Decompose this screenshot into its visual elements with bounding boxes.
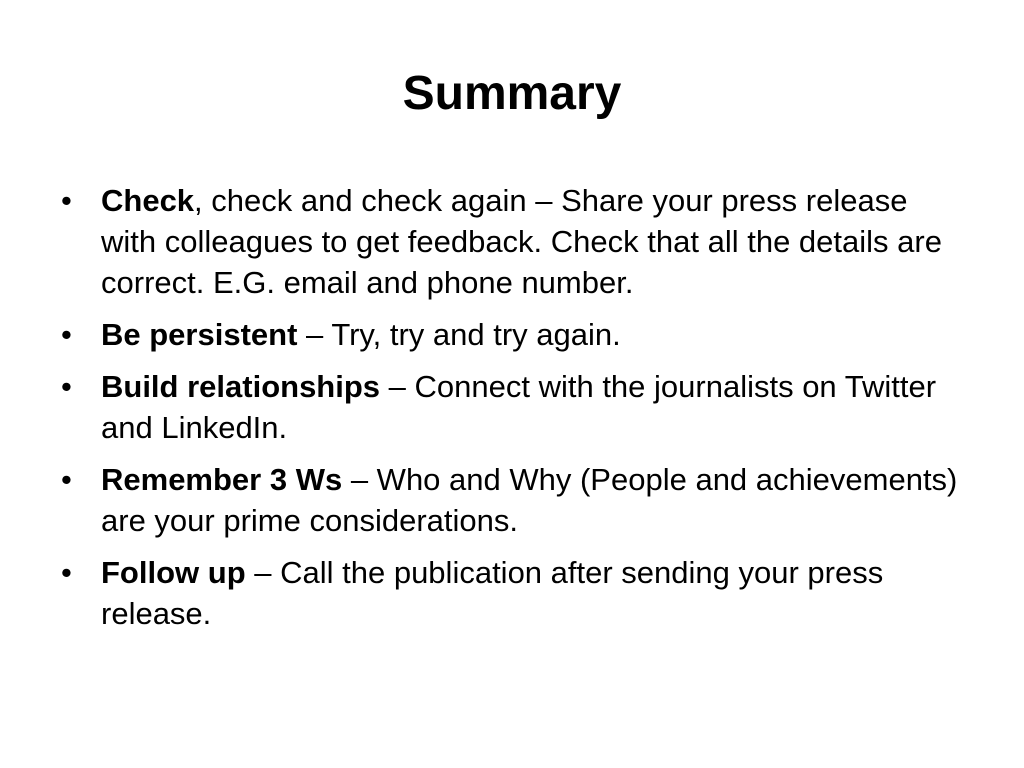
- bullet-dot-icon: •: [61, 317, 72, 352]
- bullet-list: [61, 180, 971, 645]
- bullet-dot-icon: •: [61, 183, 72, 218]
- bullet-body-text: – Connect with the journalists on Twitter and LinkedIn.: [101, 369, 937, 445]
- bullet-body-text: – Call the publication after sending your press release.: [101, 555, 884, 631]
- bullet-lead-text: Build relationships: [101, 369, 381, 404]
- bullet-dot-icon: •: [61, 462, 72, 497]
- bullet-item-remember-3-ws: [61, 459, 971, 541]
- bullet-lead-text: Be persistent: [101, 317, 298, 352]
- bullet-body-text: , check and check again – Share your press release with colleagues to get feedback. Check that all the details are correct. E.G. email and phone number.: [101, 183, 942, 300]
- bullet-item-check: [61, 180, 971, 303]
- bullet-lead-text: Check: [101, 183, 195, 218]
- bullet-lead-text: Follow up: [101, 555, 246, 590]
- bullet-body-text: – Try, try and try again.: [297, 317, 621, 352]
- bullet-body-text: – Who and Why (People and achievements) are your prime considerations.: [101, 462, 958, 538]
- bullet-item-build-relationships: [61, 366, 971, 448]
- bullet-item-follow-up: [61, 552, 971, 634]
- slide-title: Summary: [402, 67, 622, 120]
- bullet-dot-icon: •: [61, 555, 72, 590]
- bullet-item-be-persistent: [61, 314, 971, 355]
- bullet-dot-icon: •: [61, 369, 72, 404]
- bullet-lead-text: Remember 3 Ws: [101, 462, 343, 497]
